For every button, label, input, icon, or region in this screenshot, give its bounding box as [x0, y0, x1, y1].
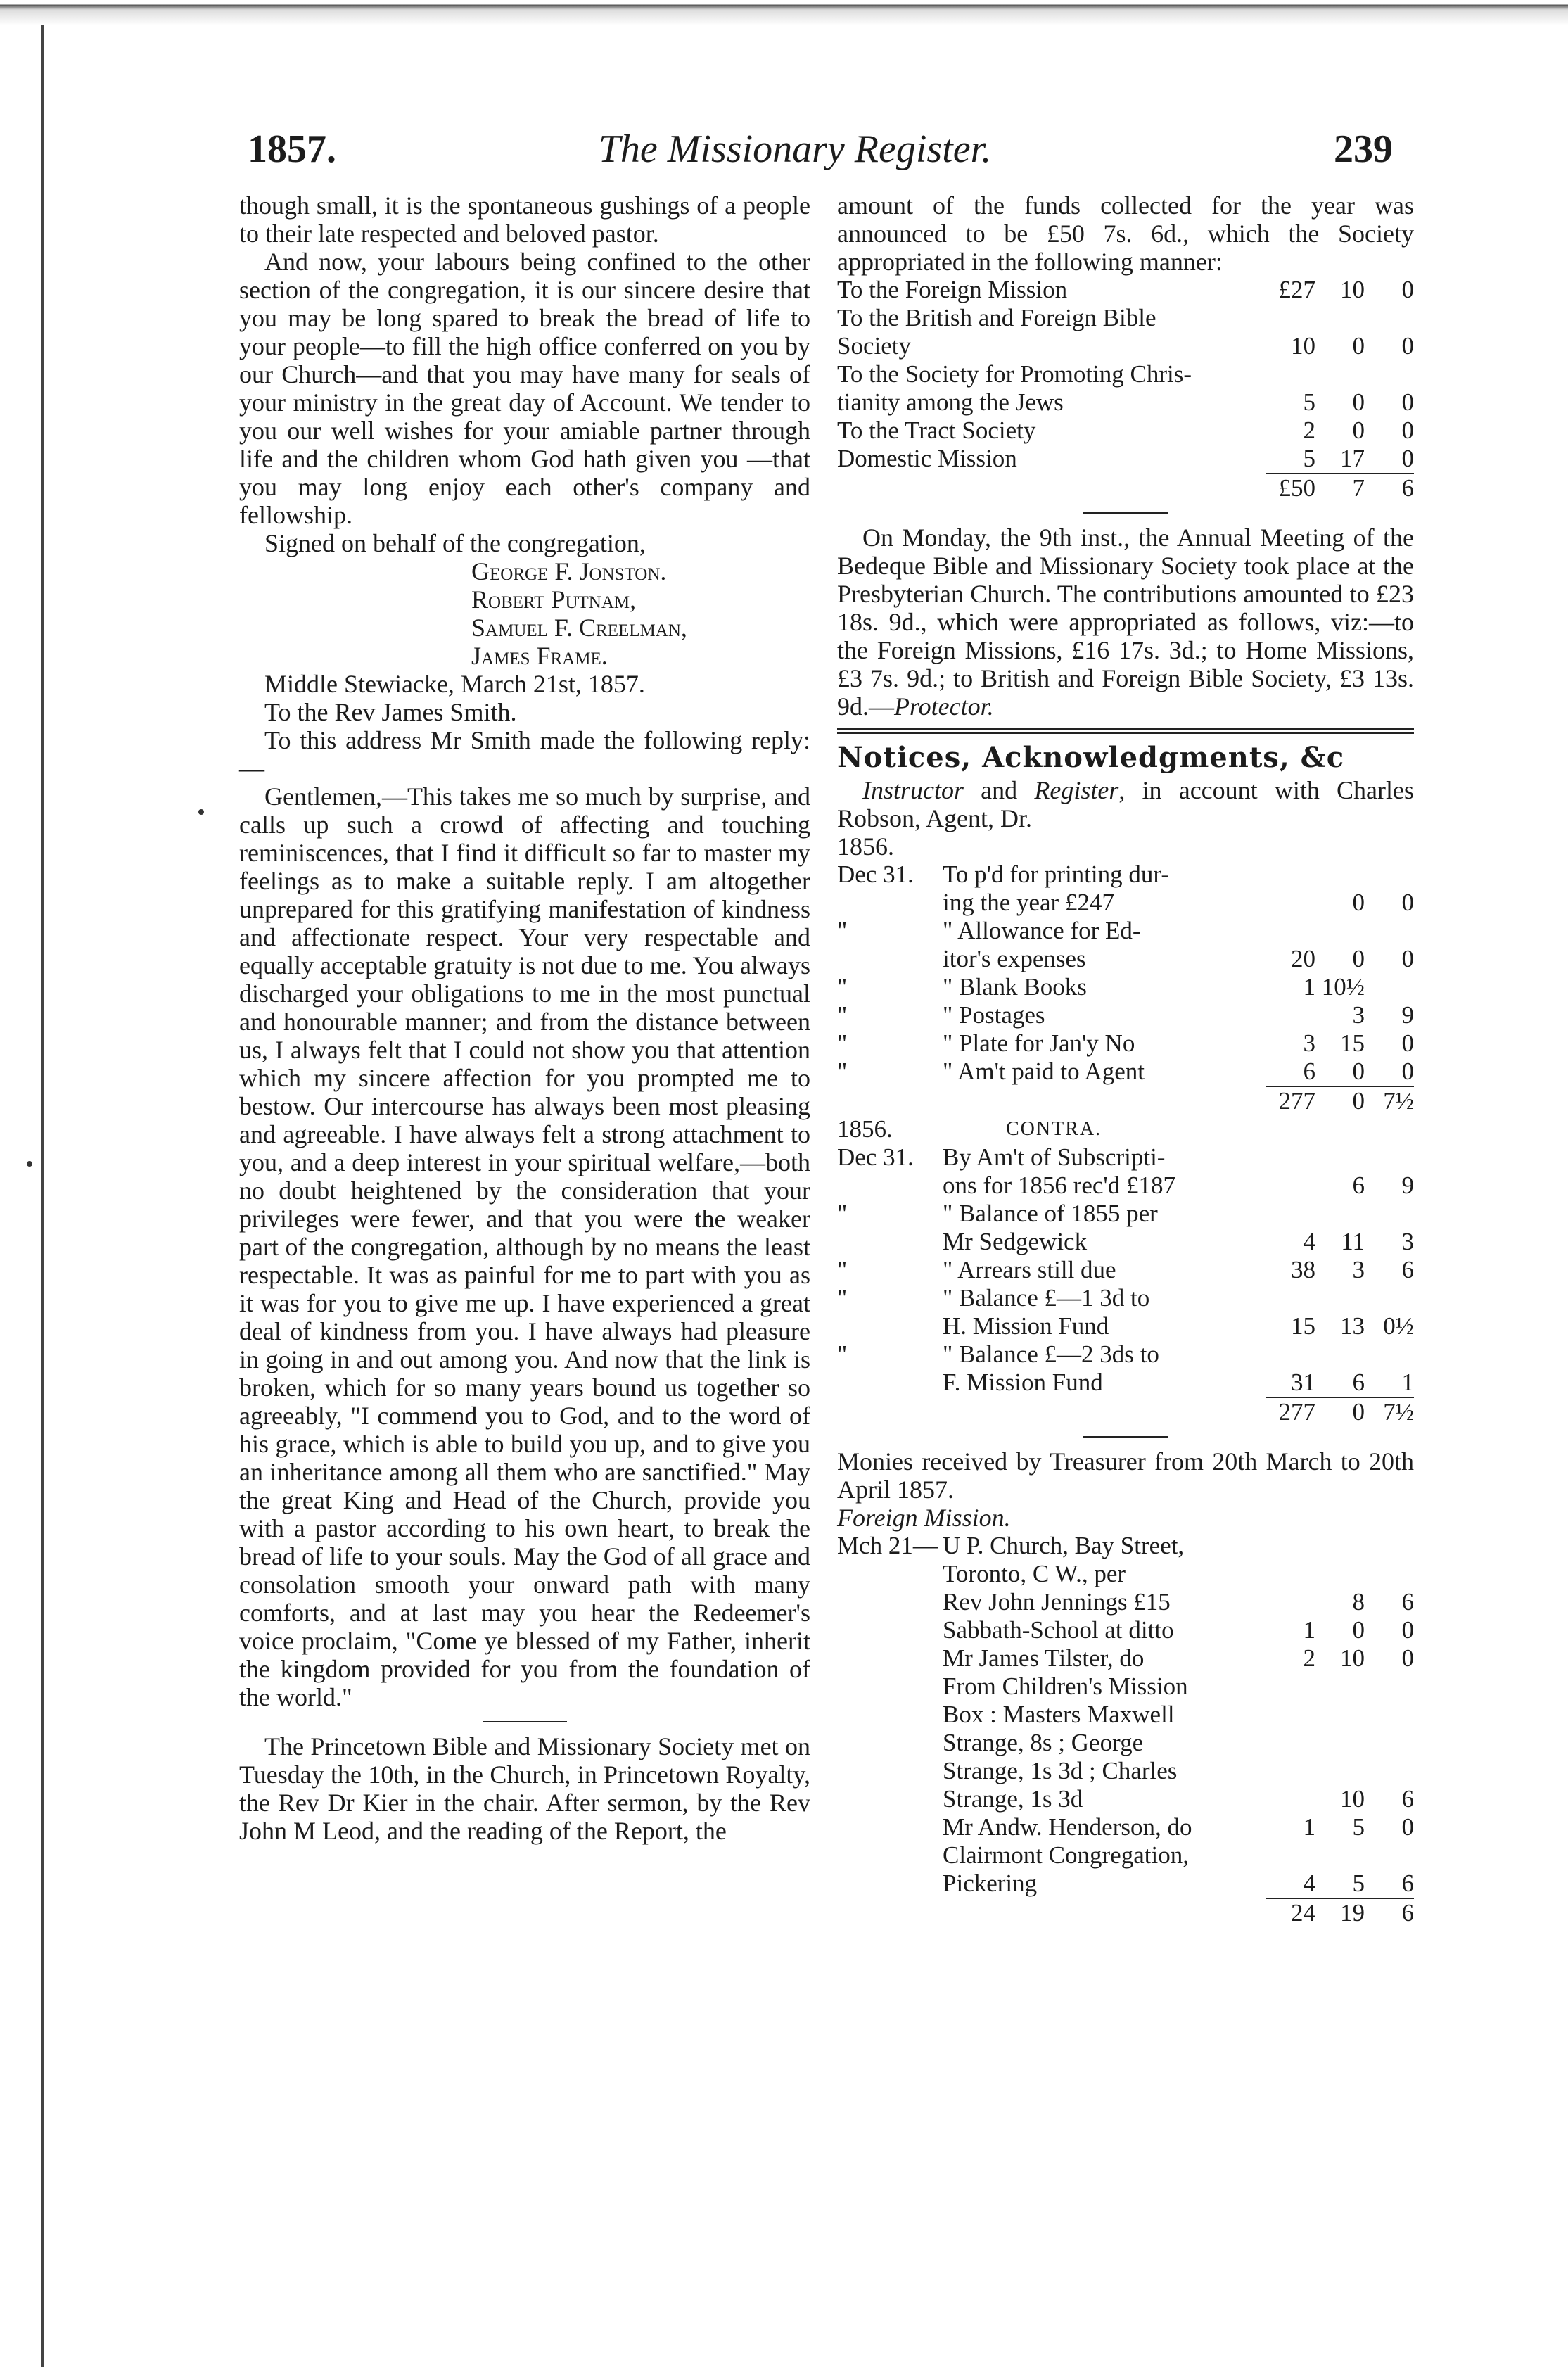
- pence-value: [1365, 1673, 1414, 1701]
- account-row: [837, 1560, 1414, 1588]
- shillings-value: [1315, 917, 1365, 945]
- publication-name: Register: [1034, 776, 1119, 804]
- total-shillings: 7: [1315, 474, 1365, 502]
- right-column: [837, 191, 1414, 1927]
- shillings-value: 5: [1352, 1813, 1365, 1841]
- account-row: [837, 1813, 1414, 1841]
- shillings-value: [1315, 360, 1365, 388]
- row-label: Mr Andw. Henderson, do: [943, 1813, 1192, 1841]
- row-date: [837, 1813, 943, 1841]
- account-row: [837, 1841, 1414, 1870]
- row-date: [837, 1312, 943, 1340]
- shillings-value: 10½: [1321, 973, 1365, 1001]
- row-date: [837, 1644, 943, 1673]
- signer: Samuel F. Creelman,: [471, 614, 687, 642]
- total-pounds: £50: [1266, 474, 1315, 502]
- shillings-value: 15: [1340, 1029, 1365, 1057]
- pounds-value: 2: [1303, 1644, 1315, 1672]
- row-date: Dec 31.: [837, 861, 914, 888]
- row-label: " Balance £—2 3ds to: [943, 1340, 1159, 1368]
- pence-value: 3: [1401, 1228, 1414, 1255]
- pounds-value: 5: [1303, 445, 1315, 472]
- account-row: [837, 304, 1414, 332]
- scan-speck: [27, 1161, 32, 1167]
- scan-edge: [0, 0, 1568, 25]
- pounds-value: 1: [1303, 1616, 1315, 1644]
- pence-value: 0: [1401, 1058, 1414, 1085]
- section-rule: [1083, 512, 1168, 514]
- pounds-value: 5: [1303, 388, 1315, 416]
- paragraph: To this address Mr Smith made the following reply:—: [239, 726, 810, 782]
- double-rule: [837, 728, 1414, 730]
- account-row: [837, 332, 1414, 360]
- row-label: Box : Masters Maxwell: [943, 1701, 1175, 1728]
- pence-value: [1365, 304, 1414, 332]
- total-pounds: 24: [1266, 1898, 1315, 1927]
- pounds-value: [1266, 1284, 1315, 1312]
- pence-value: 6: [1401, 1870, 1414, 1897]
- pence-value: [1365, 1841, 1414, 1870]
- total-pence: 6: [1365, 1898, 1414, 1927]
- row-date: [837, 1369, 943, 1397]
- pence-value: 6: [1401, 1785, 1414, 1813]
- shillings-value: 11: [1341, 1228, 1365, 1255]
- row-label: " Allowance for Ed-: [943, 917, 1141, 944]
- account-row: [837, 276, 1414, 304]
- account-year: 1856.: [837, 832, 894, 861]
- row-label: Mr James Tilster, do: [943, 1644, 1145, 1672]
- pounds-value: 20: [1291, 945, 1315, 972]
- row-date: [837, 1785, 943, 1813]
- shillings-value: [1315, 1757, 1365, 1785]
- credit-table: [837, 1143, 1414, 1426]
- account-row: [837, 1673, 1414, 1701]
- total-pounds: 277: [1266, 1397, 1315, 1426]
- row-label: " Balance of 1855 per: [943, 1200, 1158, 1227]
- page-header: [197, 127, 1393, 183]
- pounds-value: [1266, 360, 1315, 388]
- shillings-value: [1315, 1532, 1365, 1560]
- row-label: " Plate for Jan'y No: [943, 1029, 1135, 1057]
- signed-line: Signed on behalf of the congregation,: [264, 529, 646, 557]
- shillings-value: [1315, 1143, 1365, 1172]
- pounds-value: 4: [1303, 1870, 1315, 1897]
- row-date: [837, 1757, 943, 1785]
- shillings-value: [1315, 1841, 1365, 1870]
- shillings-value: 0: [1352, 1058, 1365, 1085]
- total-shillings: 0: [1315, 1086, 1365, 1115]
- total-spacer: [837, 1898, 1266, 1927]
- contra-label: CONTRA.: [1006, 1118, 1102, 1140]
- pounds-value: [1266, 1001, 1315, 1029]
- row-date: ": [837, 1001, 848, 1029]
- account-row: [837, 973, 1414, 1001]
- pounds-value: [1266, 1200, 1315, 1228]
- row-label: tianity among the Jews: [837, 388, 1064, 416]
- total-pence: 7½: [1365, 1086, 1414, 1115]
- reply-paragraph: Gentlemen,—This takes me so much by surprise, and calls up such a crowd of affecting and touching reminiscences, that I find it difficult so far to master my feelings as to make a suitable reply. I am altogether unprepared for this gratifying manifestation of kindness and affectionate respect. Your very respectable and equally acceptable gratuity is not due to me. You always discharged your obligations to me in the most punctual and honourable manner; and from the distance between us, I always felt that I could not show you that attention which my sincere affection for you prompted me to bestow. Our intercourse has always been most pleasing and agreeable. I have always felt a strong attachment to you, and a deep interest in your spiritual welfare,—both no doubt heightened by the consideration that your privileges were fewer, and that you were the weaker part of the congregation, although by no means the least respectable. It was as painful for me to part with you as it was for you to give me up. I have experienced a great deal of kindness from you. I have always had pleasure in going in and out among you. And now that the link is broken, which for so many years bound us together so agreeably, "I commend you to God, and to the word of his grace, which is able to build you up, and to give you an inheritance among all them who are sanctified." May the great King and Head of the Church, provide you with a pastor according to his own heart, to break the bread of life to your souls. May the God of all grace and consolation smooth your onward path with many comforts, and at last may you hear the Redeemer's voice proclaim, "Come ye blessed of my Father, inherit the kingdom provided for you from the foundation of the world.": [239, 782, 810, 1711]
- header-year: 1857.: [248, 127, 336, 171]
- row-label: To the British and Foreign Bible: [837, 304, 1156, 331]
- pounds-value: 10: [1291, 332, 1315, 360]
- signer: James Frame.: [471, 642, 608, 670]
- pounds-value: 1: [1303, 973, 1315, 1001]
- paragraph: though small, it is the spontaneous gushings of a people to their late respected and beloved pastor.: [239, 191, 810, 248]
- pounds-value: 2: [1303, 417, 1315, 444]
- account-row: [837, 1644, 1414, 1673]
- fund-heading: Foreign Mission.: [837, 1504, 1011, 1532]
- total-pounds: 277: [1266, 1086, 1315, 1115]
- row-label: U P. Church, Bay Street,: [943, 1532, 1185, 1559]
- total-row: [837, 1086, 1414, 1115]
- pounds-value: [1266, 1673, 1315, 1701]
- pounds-value: [1266, 1757, 1315, 1785]
- shillings-value: [1315, 1560, 1365, 1588]
- paragraph: The Princetown Bible and Missionary Society met on Tuesday the 10th, in the Church, in Princetown Royalty, the Rev Dr Kier in the chair. After sermon, by the Rev John M Leod, and the reading of the Report, the: [239, 1732, 810, 1845]
- shillings-value: 6: [1352, 1369, 1365, 1396]
- pounds-value: [1266, 1785, 1315, 1813]
- publication-name: Instructor: [862, 776, 964, 804]
- shillings-value: 13: [1340, 1312, 1365, 1340]
- debit-table: [837, 861, 1414, 1115]
- row-date: [837, 1228, 943, 1256]
- account-row: [837, 360, 1414, 388]
- row-label: To p'd for printing dur-: [943, 861, 1169, 888]
- row-label: To the Tract Society: [837, 417, 1036, 444]
- pence-value: 6: [1401, 1256, 1414, 1283]
- row-date: [837, 889, 943, 917]
- row-label: To the Foreign Mission: [837, 276, 1068, 303]
- account-row: [837, 1757, 1414, 1785]
- account-row: [837, 1701, 1414, 1729]
- account-row: [837, 1029, 1414, 1058]
- row-label: F. Mission Fund: [943, 1369, 1103, 1396]
- row-label: Mr Sedgewick: [943, 1228, 1088, 1255]
- pounds-value: £27: [1278, 276, 1315, 303]
- pounds-value: [1266, 1701, 1315, 1729]
- pence-value: [1365, 1701, 1414, 1729]
- left-column: [239, 191, 810, 1845]
- account-row: [837, 1616, 1414, 1644]
- foreign-mission-table: [837, 1532, 1414, 1927]
- row-date: ": [837, 1256, 848, 1283]
- pence-value: 6: [1401, 1588, 1414, 1616]
- shillings-value: [1315, 861, 1365, 889]
- account-row: [837, 1228, 1414, 1256]
- row-label: H. Mission Fund: [943, 1312, 1109, 1340]
- pence-value: 0½: [1383, 1312, 1414, 1340]
- row-label: itor's expenses: [943, 945, 1086, 972]
- intro-text: , in account with Charles Robson, Agent, Dr.: [837, 776, 1414, 832]
- scan-speck: [198, 809, 204, 815]
- shillings-value: 10: [1340, 276, 1365, 303]
- pence-value: [1365, 973, 1414, 1001]
- row-label: By Am't of Subscripti-: [943, 1143, 1166, 1171]
- total-row: [837, 1397, 1414, 1426]
- section-rule: [483, 1721, 567, 1722]
- source-credit: Protector.: [894, 692, 994, 721]
- contra-heading: [837, 1115, 1414, 1143]
- paragraph: And now, your labours being confined to the other section of the congregation, it is our sincere desire that you may be long spared to break the bread of life to your people—to fill the high office conferred on you by our Church—and that you may have many for seals of your ministry in the great day of Account. We tender to you our well wishes for your amiable partner through life and the children whom God hath given you —that you may long enjoy each other's company and fellowship.: [239, 248, 810, 529]
- pounds-value: [1266, 1532, 1315, 1560]
- funds-table: [837, 276, 1414, 502]
- account-row: [837, 917, 1414, 945]
- pence-value: 1: [1401, 1369, 1414, 1396]
- account-row: [837, 1143, 1414, 1172]
- pence-value: [1365, 1532, 1414, 1560]
- total-shillings: 0: [1315, 1397, 1365, 1426]
- intro-text: and: [964, 776, 1035, 804]
- shillings-value: [1315, 1673, 1365, 1701]
- row-label: Strange, 8s ; George: [943, 1729, 1144, 1756]
- row-date: [837, 1701, 943, 1729]
- pence-value: 0: [1401, 1029, 1414, 1057]
- account-row: [837, 1001, 1414, 1029]
- section-heading: Notices, Acknowledgments, &c: [837, 741, 1345, 774]
- row-label: " Balance £—1 3d to: [943, 1284, 1150, 1312]
- row-label: " Postages: [943, 1001, 1045, 1029]
- pence-value: [1365, 1757, 1414, 1785]
- row-label: From Children's Mission: [943, 1673, 1188, 1700]
- total-spacer: [837, 1086, 1266, 1115]
- row-label: Strange, 1s 3d ; Charles: [943, 1757, 1178, 1784]
- account-row: [837, 1312, 1414, 1340]
- account-row: [837, 1785, 1414, 1813]
- account-row: [837, 417, 1414, 445]
- row-date: [837, 1172, 943, 1200]
- pounds-value: 6: [1303, 1058, 1315, 1085]
- pounds-value: [1266, 1560, 1315, 1588]
- account-row: [837, 388, 1414, 417]
- row-date: ": [837, 1058, 848, 1085]
- row-label: " Am't paid to Agent: [943, 1058, 1145, 1085]
- pence-value: 0: [1401, 332, 1414, 360]
- row-date: [837, 1616, 943, 1644]
- total-row: [837, 1898, 1414, 1927]
- pounds-value: 38: [1291, 1256, 1315, 1283]
- binding-line: [41, 25, 44, 2367]
- row-label: Sabbath-School at ditto: [943, 1616, 1174, 1644]
- shillings-value: [1315, 304, 1365, 332]
- pence-value: 0: [1401, 1813, 1414, 1841]
- pounds-value: [1266, 1340, 1315, 1369]
- account-row: [837, 945, 1414, 973]
- shillings-value: 6: [1352, 1172, 1365, 1199]
- pounds-value: [1266, 861, 1315, 889]
- pence-value: 9: [1401, 1172, 1414, 1199]
- total-row: [837, 474, 1414, 502]
- pence-value: [1365, 360, 1414, 388]
- shillings-value: 8: [1352, 1588, 1365, 1616]
- account-row: [837, 445, 1414, 474]
- pence-value: [1365, 1729, 1414, 1757]
- account-row: [837, 1588, 1414, 1616]
- pounds-value: [1266, 917, 1315, 945]
- pounds-value: 31: [1291, 1369, 1315, 1396]
- account-row: [837, 1200, 1414, 1228]
- shillings-value: [1315, 1729, 1365, 1757]
- pence-value: 0: [1401, 276, 1414, 303]
- bedeque-text: On Monday, the 9th inst., the Annual Meeting of the Bedeque Bible and Missionary Society took place at the Presbyterian Church. The contributions amounted to £23 18s. 9d., which were appropriated as follows, viz:—to the Foreign Missions, £16 17s. 3d.; to Home Missions, £3 7s. 9d.; to British and Foreign Bible Society, £3 13s. 9d.—: [837, 523, 1414, 721]
- pounds-value: [1266, 1841, 1315, 1870]
- signer: George F. Jonston.: [471, 557, 667, 585]
- row-date: [837, 1588, 943, 1616]
- pence-value: 0: [1401, 445, 1414, 472]
- shillings-value: [1315, 1340, 1365, 1369]
- pence-value: [1365, 1340, 1414, 1369]
- shillings-value: [1315, 1200, 1365, 1228]
- pounds-value: [1266, 304, 1315, 332]
- shillings-value: 5: [1352, 1870, 1365, 1897]
- pence-value: [1365, 861, 1414, 889]
- account-row: [837, 1256, 1414, 1284]
- row-label: Toronto, C W., per: [943, 1560, 1126, 1587]
- row-date: [837, 1841, 943, 1870]
- pounds-value: 3: [1303, 1029, 1315, 1057]
- signer: Robert Putnam,: [471, 585, 637, 614]
- pounds-value: [1266, 889, 1315, 917]
- row-date: ": [837, 1340, 848, 1368]
- account-row: [837, 1729, 1414, 1757]
- row-date: [837, 1870, 943, 1898]
- shillings-value: [1315, 1284, 1365, 1312]
- row-date: ": [837, 1200, 848, 1227]
- shillings-value: 0: [1352, 417, 1365, 444]
- account-intro: [837, 776, 1414, 832]
- pence-value: 0: [1401, 388, 1414, 416]
- row-label: To the Society for Promoting Chris-: [837, 360, 1192, 388]
- shillings-value: 3: [1352, 1001, 1365, 1029]
- account-row: [837, 1532, 1414, 1560]
- row-date: Mch 21—: [837, 1532, 938, 1559]
- row-label: " Blank Books: [943, 973, 1087, 1001]
- row-label: Clairmont Congregation,: [943, 1841, 1189, 1869]
- pence-value: 0: [1401, 417, 1414, 444]
- pounds-value: [1266, 1588, 1315, 1616]
- pence-value: [1365, 1560, 1414, 1588]
- pence-value: 0: [1401, 1644, 1414, 1672]
- account-row: [837, 889, 1414, 917]
- total-shillings: 19: [1315, 1898, 1365, 1927]
- shillings-value: [1315, 1701, 1365, 1729]
- row-date: Dec 31.: [837, 1143, 914, 1171]
- pounds-value: [1266, 1172, 1315, 1200]
- row-date: [837, 1673, 943, 1701]
- total-pence: 6: [1365, 474, 1414, 502]
- pence-value: 0: [1401, 945, 1414, 972]
- shillings-value: 0: [1352, 1616, 1365, 1644]
- account-row: [837, 861, 1414, 889]
- pence-value: [1365, 1200, 1414, 1228]
- pounds-value: 4: [1303, 1228, 1315, 1255]
- shillings-value: 10: [1340, 1785, 1365, 1813]
- shillings-value: 0: [1352, 332, 1365, 360]
- total-spacer: [837, 474, 1266, 502]
- row-label: " Arrears still due: [943, 1256, 1116, 1283]
- monies-heading: Monies received by Treasurer from 20th March to 20th April 1857.: [837, 1447, 1414, 1504]
- pence-value: [1365, 1284, 1414, 1312]
- row-label: Pickering: [943, 1870, 1038, 1897]
- shillings-value: 17: [1340, 445, 1365, 472]
- paragraph: [837, 523, 1414, 721]
- row-date: ": [837, 1029, 848, 1057]
- row-date: [837, 945, 943, 973]
- pence-value: 0: [1401, 889, 1414, 916]
- account-row: [837, 1870, 1414, 1898]
- shillings-value: 3: [1352, 1256, 1365, 1283]
- row-label: Rev John Jennings £15: [943, 1588, 1171, 1616]
- account-row: [837, 1340, 1414, 1369]
- pounds-value: [1266, 1729, 1315, 1757]
- account-row: [837, 1284, 1414, 1312]
- row-label: ing the year £247: [943, 889, 1114, 916]
- contra-year: 1856.: [837, 1115, 893, 1143]
- account-row: [837, 1058, 1414, 1086]
- row-label: Domestic Mission: [837, 445, 1017, 472]
- running-title: The Missionary Register.: [598, 127, 992, 171]
- row-date: ": [837, 973, 848, 1001]
- row-date: [837, 1729, 943, 1757]
- shillings-value: 10: [1340, 1644, 1365, 1672]
- pence-value: [1365, 1143, 1414, 1172]
- addressee: To the Rev James Smith.: [264, 698, 517, 726]
- total-pence: 7½: [1365, 1397, 1414, 1426]
- pence-value: [1365, 917, 1414, 945]
- row-label: ons for 1856 rec'd £187: [943, 1172, 1175, 1199]
- row-label: Strange, 1s 3d: [943, 1785, 1083, 1813]
- pounds-value: 15: [1291, 1312, 1315, 1340]
- row-date: [837, 1560, 943, 1588]
- section-rule: [1083, 1436, 1168, 1438]
- account-row: [837, 1172, 1414, 1200]
- row-label: Society: [837, 332, 911, 360]
- place-date: Middle Stewiacke, March 21st, 1857.: [264, 670, 645, 698]
- total-spacer: [837, 1397, 1266, 1426]
- shillings-value: 0: [1352, 889, 1365, 916]
- shillings-value: 0: [1352, 945, 1365, 972]
- pence-value: 9: [1401, 1001, 1414, 1029]
- shillings-value: 0: [1352, 388, 1365, 416]
- pence-value: 0: [1401, 1616, 1414, 1644]
- paragraph: amount of the funds collected for the year was announced to be £50 7s. 6d., which the Society appropriated in the following manner:: [837, 191, 1414, 276]
- row-date: ": [837, 1284, 848, 1312]
- account-row: [837, 1369, 1414, 1397]
- double-rule: [837, 732, 1414, 734]
- pounds-value: 1: [1303, 1813, 1315, 1841]
- row-date: ": [837, 917, 848, 944]
- pounds-value: [1266, 1143, 1315, 1172]
- page-number: 239: [1334, 127, 1393, 171]
